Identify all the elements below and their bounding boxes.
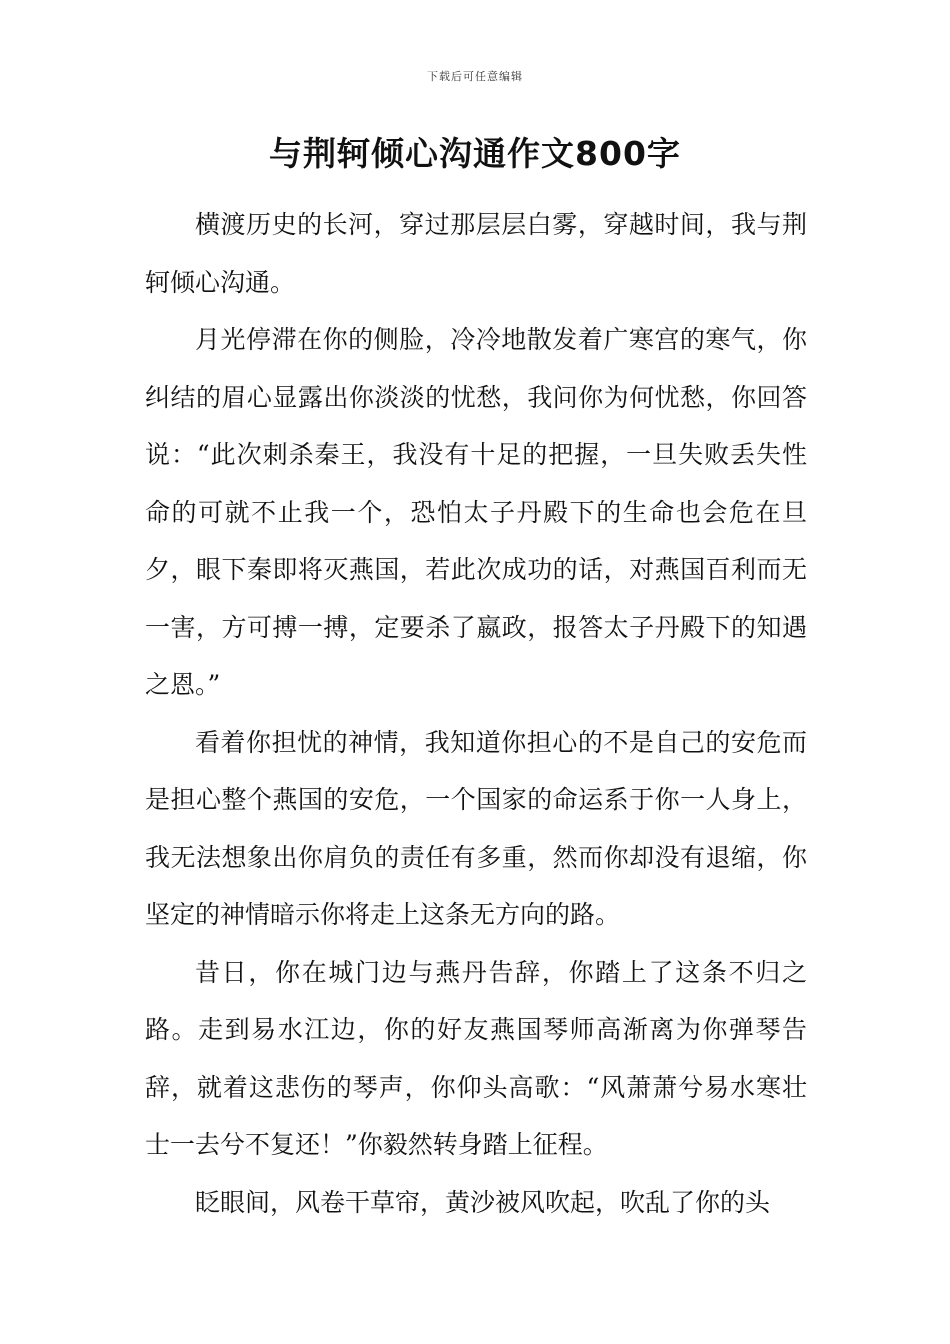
- paragraph: 横渡历史的长河，穿过那层层白雾，穿越时间，我与荆轲倾心沟通。: [145, 210, 807, 297]
- paragraph: 月光停滞在你的侧脸，冷冷地散发着广寒宫的寒气，你纠结的眉心显露出你淡淡的忧愁，我问你为何忧愁，你回答说：“此次刺杀秦王，我没有十足的把握，一旦失败丢失性命的可就不止我一个，恐怕太子丹殿下的生命也会危在旦夕，眼下秦即将灭燕国，若此次成功的话，对燕国百利而无一害，方可搏一搏，定要杀了嬴政，报答太子丹殿下的知遇之恩。”: [145, 325, 807, 699]
- document-body: [145, 196, 807, 1231]
- paragraph: 昔日，你在城门边与燕丹告辞，你踏上了这条不归之路。走到易水江边，你的好友燕国琴师高渐离为你弹琴告辞，就着这悲伤的琴声，你仰头高歌：“风萧萧兮易水寒壮士一去兮不复还！”你毅然转身踏上征程。: [145, 957, 807, 1159]
- document-title: 与荆轲倾心沟通作文800字: [269, 134, 681, 173]
- paragraph: 看着你担忧的神情，我知道你担心的不是自己的安危而是担心整个燕国的安危，一个国家的命运系于你一人身上，我无法想象出你肩负的责任有多重，然而你却没有退缩，你坚定的神情暗示你将走上这条无方向的路。: [145, 727, 807, 929]
- paragraph: 眨眼间，风卷干草帘，黄沙被风吹起，吹乱了你的头: [195, 1187, 771, 1217]
- header-note: 下载后可任意编辑: [427, 70, 523, 83]
